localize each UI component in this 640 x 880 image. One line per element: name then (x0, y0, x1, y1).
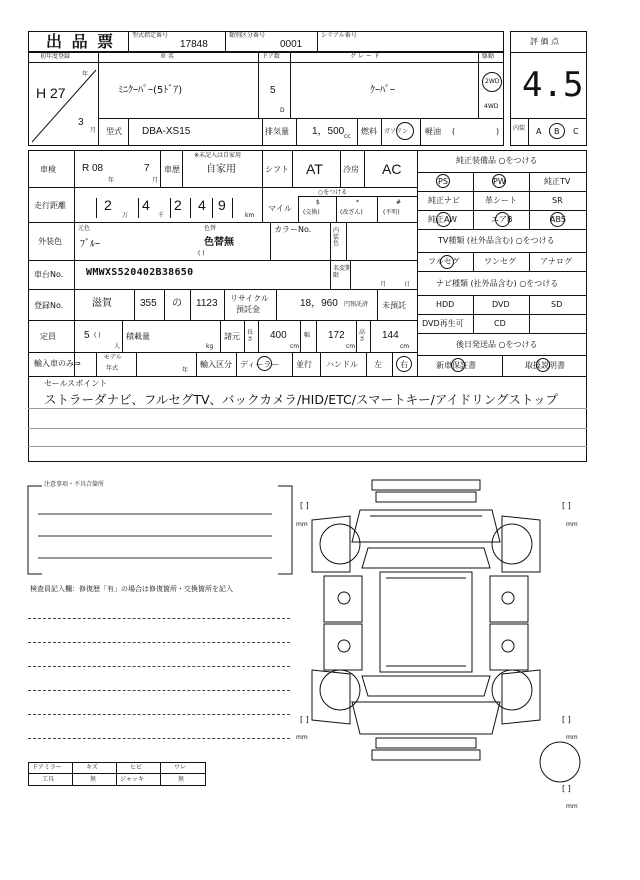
length-cm: cm (290, 343, 300, 350)
tv-oneseg: ワンセグ (484, 257, 516, 266)
history-label: 車歴 (164, 165, 180, 174)
score-box-label: 評 価 点 (530, 37, 560, 46)
registration-label: 登録No. (34, 301, 64, 310)
dimensions-label: 諸元 (224, 332, 240, 341)
registration-region: 滋賀 (92, 298, 112, 309)
inspection-year: 年 (108, 177, 115, 184)
capacity-person: 人 (114, 343, 121, 350)
mileage-mile-label: マイル (268, 204, 292, 213)
color-original-value: ﾌﾞﾙｰ (80, 239, 100, 250)
recycle-label-2: 預託金 (236, 305, 260, 314)
grade-value: ｸｰﾊﾟｰ (370, 85, 395, 96)
mileage-unknown-top: # (396, 199, 402, 206)
drive-2wd: 2WD (485, 78, 500, 85)
navi-hdd: HDD (436, 300, 455, 309)
capacity-paren: ( ) (94, 332, 101, 339)
door-suffix: D (280, 107, 285, 114)
vin-value: WMWXS520402B38650 (86, 267, 194, 278)
equip-aw-circle (436, 212, 451, 227)
category-value: 0001 (280, 39, 303, 50)
mm-rear-right: mm (566, 734, 578, 741)
equip-tv: 純正TV (544, 177, 571, 186)
mileage-tamper-top: * (356, 199, 359, 206)
bracket-spare: [ ] (562, 784, 571, 793)
displacement-value: 1，500 (312, 126, 345, 137)
recycle-amount: 18，960 (300, 298, 338, 309)
drive-label: 駆動 (482, 53, 495, 60)
history-note: ※未記入は自家用 (194, 152, 242, 159)
recycle-label-1: リサイクル (230, 294, 269, 303)
delivery-warranty: 新車保証書 (436, 361, 476, 370)
category-label: 類別区分番号 (229, 32, 266, 39)
width-label: 幅 (304, 332, 311, 339)
bracket-front-left: [ ] (300, 501, 309, 510)
import-dealer: ディーラー (240, 360, 280, 369)
score-value: 4.5 (522, 65, 584, 105)
interior-a: A (536, 127, 542, 136)
mileage-tamper-bottom: (改ざん) (340, 209, 363, 216)
capacity-value: 5 (84, 330, 90, 341)
bracket-front-right: [ ] (562, 501, 571, 510)
notes-label: 注意事項・不具合箇所 (44, 481, 105, 488)
tv-title: TV種類 (社外品含む) ○をつける (438, 236, 555, 245)
equip-navi: 純正ナビ (428, 196, 460, 205)
vin-label: 車台No. (34, 270, 64, 279)
sales-point-label: セールスポイント (44, 379, 108, 388)
table-value-none-2: 無 (178, 776, 185, 783)
doors-label: ドア数 (262, 53, 280, 60)
inspection-month-value: 7 (144, 163, 150, 174)
load-label: 積載量 (126, 332, 150, 341)
mileage-sen: 千 (158, 212, 165, 219)
mileage-man: 万 (122, 212, 129, 219)
mm-front-left: mm (296, 521, 308, 528)
table-value-tools: 工具 (42, 776, 55, 783)
table-value-jack: ジャッキ (120, 776, 144, 783)
mileage-exchange-bottom: (交換) (303, 209, 320, 216)
navi-sd: SD (551, 300, 563, 309)
length-value: 400 (270, 330, 287, 341)
import-left: 左 (374, 360, 382, 369)
equip-ps-circle (436, 174, 450, 188)
fuel-light-oil: 軽油 (425, 127, 441, 136)
inspection-month: 月 (152, 177, 159, 184)
mm-spare: mm (566, 803, 578, 810)
mm-front-right: mm (566, 521, 578, 528)
shift-value: AT (306, 161, 323, 177)
drive-4wd: 4WD (484, 103, 499, 110)
interior-label: 内装 (513, 125, 526, 132)
notes-bracket (26, 481, 294, 576)
doors-value: 5 (270, 85, 276, 96)
aircon-label: 冷房 (343, 165, 359, 174)
tv-fullseg: フルセグ (428, 257, 460, 266)
displacement-label: 排気量 (265, 127, 289, 136)
interior-b: B (554, 127, 560, 136)
delivery-manual: 取扱説明書 (525, 361, 565, 370)
equip-abs: ABS (550, 215, 566, 224)
bracket-rear-right: [ ] (562, 715, 571, 724)
import-right-circle (396, 356, 412, 372)
table-header-mirror: ドアミラー (32, 764, 62, 771)
import-model-year-2: 年式 (106, 365, 119, 372)
inspector-label: 検査員記入欄：修復歴「有」の場合は修復箇所・交換箇所を記入 (30, 585, 233, 593)
color-no-title: カラーNo. (274, 225, 312, 234)
title-change-month: 月 (380, 281, 387, 288)
mileage-circle-note: ○をつける (318, 189, 348, 196)
inspection-value: R 08 (82, 163, 104, 174)
equipment-title: 純正装備品 ○をつける (456, 156, 538, 165)
first-reg-year-unit: 年 (82, 71, 89, 78)
title-change-label: 名変期限 (333, 265, 352, 280)
import-category-label: 輸入区分 (200, 360, 232, 369)
fuel-label: 燃料 (361, 127, 377, 136)
bracket-rear-left: [ ] (300, 715, 309, 724)
delivery-manual-circle (536, 358, 550, 372)
color-label: 外装色 (38, 237, 62, 246)
height-value: 144 (382, 330, 399, 341)
car-name: ﾐﾆｸｰﾊﾟｰ(5ﾄﾞｱ) (118, 85, 183, 96)
navi-dvd: DVD (492, 300, 510, 309)
length-label: 長さ (247, 329, 254, 343)
import-handle-label: ハンドル (326, 360, 358, 369)
mileage-digit-2: 4 (142, 197, 150, 213)
mileage-digit-5: 9 (218, 197, 226, 213)
equip-abs-circle (550, 212, 565, 227)
first-reg-era: H 27 (36, 85, 66, 101)
equip-ps: PS (438, 177, 448, 186)
import-parallel: 並行 (296, 360, 312, 369)
color-no-label: 色替 (204, 225, 217, 232)
height-label: 高さ (359, 329, 366, 343)
color-changed: 色替無 (204, 237, 234, 248)
serial-label: シリアル番号 (321, 32, 357, 39)
width-value: 172 (328, 330, 345, 341)
table-header-scratch: キズ (86, 764, 98, 771)
delivery-warranty-circle (451, 358, 465, 372)
import-model-year-1: モデル (104, 354, 122, 361)
equip-airbag-circle (495, 212, 510, 227)
equip-pw-circle (492, 174, 506, 188)
color-paren: ( ) (198, 250, 205, 257)
navi-dvd-play: DVD再生可 (422, 319, 464, 328)
car-body-diagram (290, 472, 600, 812)
delivery-title: 後日発送品 ○をつける (456, 340, 538, 349)
first-reg-month-unit: 月 (90, 127, 97, 134)
table-value-none-1: 無 (90, 776, 97, 783)
recycle-status: 円預託済 (344, 301, 369, 308)
tv-fullseg-circle (440, 255, 454, 269)
table-header-break: ワレ (174, 764, 187, 771)
mileage-unknown-bottom: (不明) (383, 209, 400, 216)
registration-number: 1123 (196, 298, 218, 309)
equip-pw: PW (493, 177, 506, 186)
sales-point-text: ストラーダナビ、フルセグTV、バックカメラ/HID/ETC/スマートキー/アイドリングストップ (44, 392, 559, 407)
title-change-day: 日 (404, 281, 411, 288)
import-right: 右 (400, 360, 408, 369)
equip-leather: 革シート (485, 196, 517, 205)
interior-color-label: 内装色 (333, 227, 340, 248)
import-year: 年 (182, 367, 189, 374)
load-kg: kg (206, 343, 214, 350)
width-cm: cm (346, 343, 356, 350)
history-value: 自家用 (206, 164, 236, 175)
first-reg-label: 初年度登録 (40, 53, 71, 60)
color-original-label: 元色 (78, 225, 91, 232)
navi-cd: CD (494, 319, 506, 328)
shift-label: シフト (265, 165, 289, 174)
mileage-exchange-top: $ (316, 199, 320, 206)
equip-aw: 純正AW (428, 215, 457, 224)
car-name-label: 車 名 (160, 53, 174, 60)
mileage-digit-4: 4 (198, 197, 206, 213)
grade-label: グ レ ー ド (350, 53, 380, 60)
mileage-km: km (245, 212, 255, 219)
equip-sr: SR (552, 196, 563, 205)
tv-analog: アナログ (540, 257, 572, 266)
fuel-gasoline: ガソリン (384, 128, 409, 135)
model-value: DBA-XS15 (142, 126, 191, 137)
navi-title: ナビ種類 (社外品含む) ○をつける (436, 279, 559, 288)
recycle-not-deposited: 未預託 (382, 301, 406, 310)
registration-class: 355 (140, 298, 157, 309)
registration-kana: の (172, 298, 182, 309)
model-label: 型式 (106, 127, 122, 136)
table-header-crack: ヒビ (130, 764, 143, 771)
type-designation-label: 型式指定番号 (132, 32, 169, 39)
displacement-cc: cc (344, 133, 351, 140)
mileage-digit-3: 2 (174, 197, 182, 213)
import-label: 輸入車のみ⇒ (34, 359, 81, 368)
fuel-paren-close: ) (496, 127, 500, 136)
capacity-label: 定員 (40, 332, 56, 341)
aircon-value: AC (382, 161, 402, 177)
mileage-label: 走行距離 (34, 201, 66, 210)
height-cm: cm (400, 343, 410, 350)
inspection-label: 車検 (40, 165, 56, 174)
form-title: 出 品 票 (46, 32, 116, 51)
first-reg-month: 3 (78, 117, 84, 128)
mm-rear-left: mm (296, 734, 308, 741)
import-dealer-circle (257, 356, 272, 371)
fuel-paren: ( (452, 127, 456, 136)
interior-c: C (573, 127, 579, 136)
mileage-digit-1: 2 (104, 197, 112, 213)
equip-airbag: エアB (491, 215, 513, 224)
type-designation-value: 17848 (180, 39, 208, 50)
